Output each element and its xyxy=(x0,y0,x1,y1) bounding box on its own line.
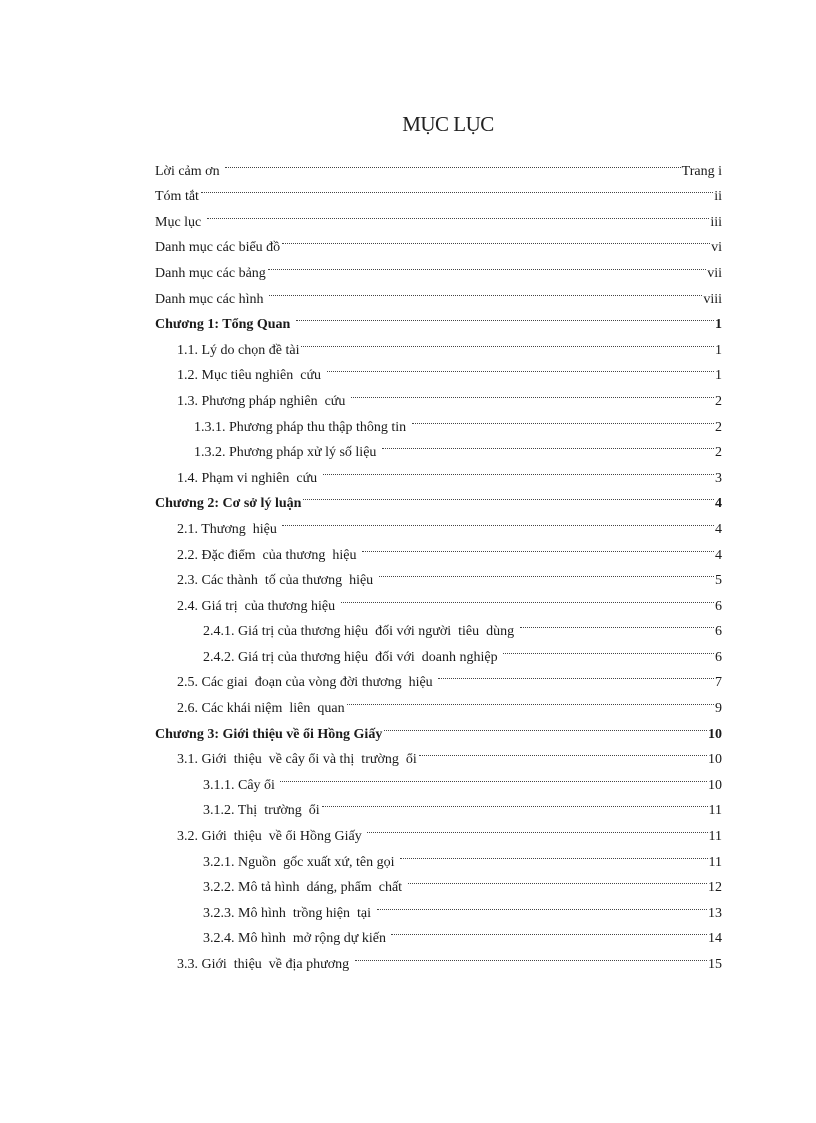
toc-entry[interactable] xyxy=(155,917,722,947)
toc-entry-label: Chương 1: Tổng Quan xyxy=(155,312,296,338)
dot-leader xyxy=(391,917,707,943)
toc-entry-page-number: 4 xyxy=(714,517,722,543)
toc-entry-label: 1.3. Phương pháp nghiên cứu xyxy=(177,389,351,415)
dot-leader xyxy=(367,814,707,840)
toc-entry-label: 3.2.3. Mô hình trồng hiện tại xyxy=(203,901,377,927)
toc-entry-label: 3.2.2. Mô tả hình dáng, phẩm chất xyxy=(203,875,408,901)
toc-entry[interactable] xyxy=(155,354,722,384)
toc-entry-page-number: 15 xyxy=(707,952,722,978)
dot-leader xyxy=(400,840,708,866)
toc-entry-page-number: 9 xyxy=(714,696,722,722)
toc-entry-page-number: vi xyxy=(710,235,722,261)
toc-entry-label: 1.2. Mục tiêu nghiên cứu xyxy=(177,363,327,389)
toc-entry-label: Chương 2: Cơ sở lý luận xyxy=(155,491,303,517)
toc-entry[interactable] xyxy=(155,405,722,435)
toc-entry-label: Chương 3: Giới thiệu về ổi Hồng Giấy xyxy=(155,722,384,748)
dot-leader xyxy=(379,559,714,585)
toc-entry[interactable] xyxy=(155,814,722,845)
dot-leader xyxy=(269,277,702,303)
toc-entry[interactable] xyxy=(155,738,722,768)
dot-leader xyxy=(282,226,710,252)
toc-entry-page-number: iii xyxy=(709,210,722,236)
dot-leader xyxy=(382,431,714,457)
toc-entry[interactable] xyxy=(155,277,722,307)
toc-entry-label: 3.2. Giới thiệu về ổi Hồng Giấy xyxy=(177,824,367,850)
dot-leader xyxy=(351,379,714,405)
toc-entry-page-number: 11 xyxy=(708,850,722,876)
dot-leader xyxy=(520,610,714,636)
toc-entry[interactable] xyxy=(155,584,722,614)
toc-entry-label: 2.6. Các khái niệm liên quan xyxy=(177,696,347,722)
toc-entry-page-number: 2 xyxy=(714,389,722,415)
toc-chapter-entry[interactable] xyxy=(155,482,722,512)
dot-leader xyxy=(303,482,714,508)
toc-entry-page-number: 2 xyxy=(714,440,722,466)
toc-entry-label: 3.1.1. Cây ổi xyxy=(203,773,280,799)
toc-entry-page-number: 2 xyxy=(714,415,722,441)
dot-leader xyxy=(341,584,714,610)
dot-leader xyxy=(384,712,707,738)
dot-leader xyxy=(355,942,707,968)
toc-entry-label: 2.5. Các giai đoạn của vòng đời thương hiệu xyxy=(177,670,438,696)
toc-entry-page-number: 11 xyxy=(708,798,722,824)
toc-entry-label: 3.2.1. Nguồn gốc xuất xứ, tên gọi xyxy=(203,850,400,876)
toc-entry-page-number: Trang i xyxy=(681,159,722,185)
toc-entry[interactable] xyxy=(155,942,722,972)
toc-entry-label: Lời cảm ơn xyxy=(155,159,225,185)
dot-leader xyxy=(377,891,708,917)
dot-leader xyxy=(362,533,714,559)
dot-leader xyxy=(438,661,714,687)
toc-entry[interactable] xyxy=(155,328,722,358)
toc-entry-label: 2.3. Các thành tố của thương hiệu xyxy=(177,568,379,594)
toc-chapter-entry[interactable] xyxy=(155,303,722,333)
toc-entry[interactable] xyxy=(155,635,722,665)
toc-entry[interactable] xyxy=(155,610,722,640)
toc-entry-label: 1.4. Phạm vi nghiên cứu xyxy=(177,466,323,492)
toc-entry-label: Danh mục các hình xyxy=(155,287,269,313)
toc-entry-label: Danh mục các biểu đồ xyxy=(155,235,282,261)
toc-entry[interactable] xyxy=(155,840,722,870)
toc-entry[interactable] xyxy=(155,175,722,205)
toc-entry-label: 1.3.2. Phương pháp xử lý số liệu xyxy=(194,440,382,466)
toc-entry-page-number: 11 xyxy=(708,824,722,850)
toc-entry[interactable] xyxy=(155,866,722,896)
toc-entry-page-number: vii xyxy=(706,261,722,287)
dot-leader xyxy=(408,866,707,892)
toc-entry-page-number: 6 xyxy=(714,645,722,671)
dot-leader xyxy=(419,738,707,764)
dot-leader xyxy=(323,456,714,482)
toc-entry-label: Tóm tắt xyxy=(155,184,201,210)
toc-entry-page-number: 12 xyxy=(707,875,722,901)
toc-entry[interactable] xyxy=(155,533,722,563)
toc-entry-label: Mục lục xyxy=(155,210,207,236)
table-of-contents xyxy=(155,149,722,972)
toc-entry-page-number: 6 xyxy=(714,619,722,645)
toc-entry-page-number: 10 xyxy=(707,747,722,773)
page-title: MỤC LỤC xyxy=(402,112,494,136)
toc-entry-page-number: 4 xyxy=(714,491,722,517)
toc-entry[interactable] xyxy=(155,686,722,717)
toc-entry-label: 3.1.2. Thị trường ổi xyxy=(203,798,322,824)
dot-leader xyxy=(412,405,714,431)
toc-entry-label: 2.4.1. Giá trị của thương hiệu đối với người tiêu dùng xyxy=(203,619,520,645)
toc-entry-page-number: 14 xyxy=(707,926,722,952)
toc-entry-page-number: 1 xyxy=(714,338,722,364)
dot-leader xyxy=(301,328,714,354)
toc-entry[interactable] xyxy=(155,891,722,921)
toc-entry-page-number: 4 xyxy=(714,543,722,569)
toc-entry[interactable] xyxy=(155,507,722,537)
toc-entry-label: 2.2. Đặc điểm của thương hiệu xyxy=(177,543,362,569)
dot-leader xyxy=(296,303,714,329)
dot-leader xyxy=(225,149,681,175)
dot-leader xyxy=(327,354,714,380)
toc-entry-page-number: 10 xyxy=(707,722,722,748)
toc-entry[interactable] xyxy=(155,661,722,691)
toc-entry[interactable] xyxy=(155,763,722,793)
dot-leader xyxy=(322,789,708,815)
toc-entry[interactable] xyxy=(155,200,722,230)
dot-leader xyxy=(282,507,714,533)
toc-entry-label: 3.3. Giới thiệu về địa phương xyxy=(177,952,355,978)
toc-entry-label: 3.2.4. Mô hình mở rộng dự kiến xyxy=(203,926,391,952)
toc-entry-page-number: 13 xyxy=(707,901,722,927)
toc-entry-page-number: 3 xyxy=(714,466,722,492)
toc-entry-page-number: 7 xyxy=(714,670,722,696)
toc-entry-label: 2.4. Giá trị của thương hiệu xyxy=(177,594,341,620)
toc-chapter-entry[interactable] xyxy=(155,712,722,742)
toc-entry-label: 2.1. Thương hiệu xyxy=(177,517,282,543)
toc-entry[interactable] xyxy=(155,456,722,486)
toc-entry-page-number: ii xyxy=(713,184,722,210)
toc-entry[interactable] xyxy=(155,431,722,461)
toc-entry-page-number: 6 xyxy=(714,594,722,620)
dot-leader xyxy=(201,175,713,201)
toc-entry-page-number: viii xyxy=(702,287,722,313)
dot-leader xyxy=(280,763,707,789)
toc-entry-label: 3.1. Giới thiệu về cây ổi và thị trường ổi xyxy=(177,747,419,773)
dot-leader xyxy=(503,635,714,661)
toc-entry-page-number: 1 xyxy=(714,363,722,389)
dot-leader xyxy=(347,686,714,712)
toc-entry[interactable] xyxy=(155,226,722,256)
toc-entry-label: 1.3.1. Phương pháp thu thập thông tin xyxy=(194,415,412,441)
dot-leader xyxy=(268,251,706,277)
dot-leader xyxy=(207,200,710,226)
toc-entry[interactable] xyxy=(155,379,722,409)
toc-entry[interactable] xyxy=(155,559,722,589)
toc-entry[interactable] xyxy=(155,251,722,281)
toc-entry[interactable] xyxy=(155,789,722,819)
toc-entry-label: 2.4.2. Giá trị của thương hiệu đối với doanh nghiệp xyxy=(203,645,503,671)
toc-entry-page-number: 1 xyxy=(714,312,722,338)
toc-entry-page-number: 10 xyxy=(707,773,722,799)
toc-entry[interactable] xyxy=(155,149,722,179)
toc-entry-page-number: 5 xyxy=(714,568,722,594)
toc-entry-label: Danh mục các bảng xyxy=(155,261,268,287)
toc-entry-label: 1.1. Lý do chọn đề tài xyxy=(177,338,301,364)
